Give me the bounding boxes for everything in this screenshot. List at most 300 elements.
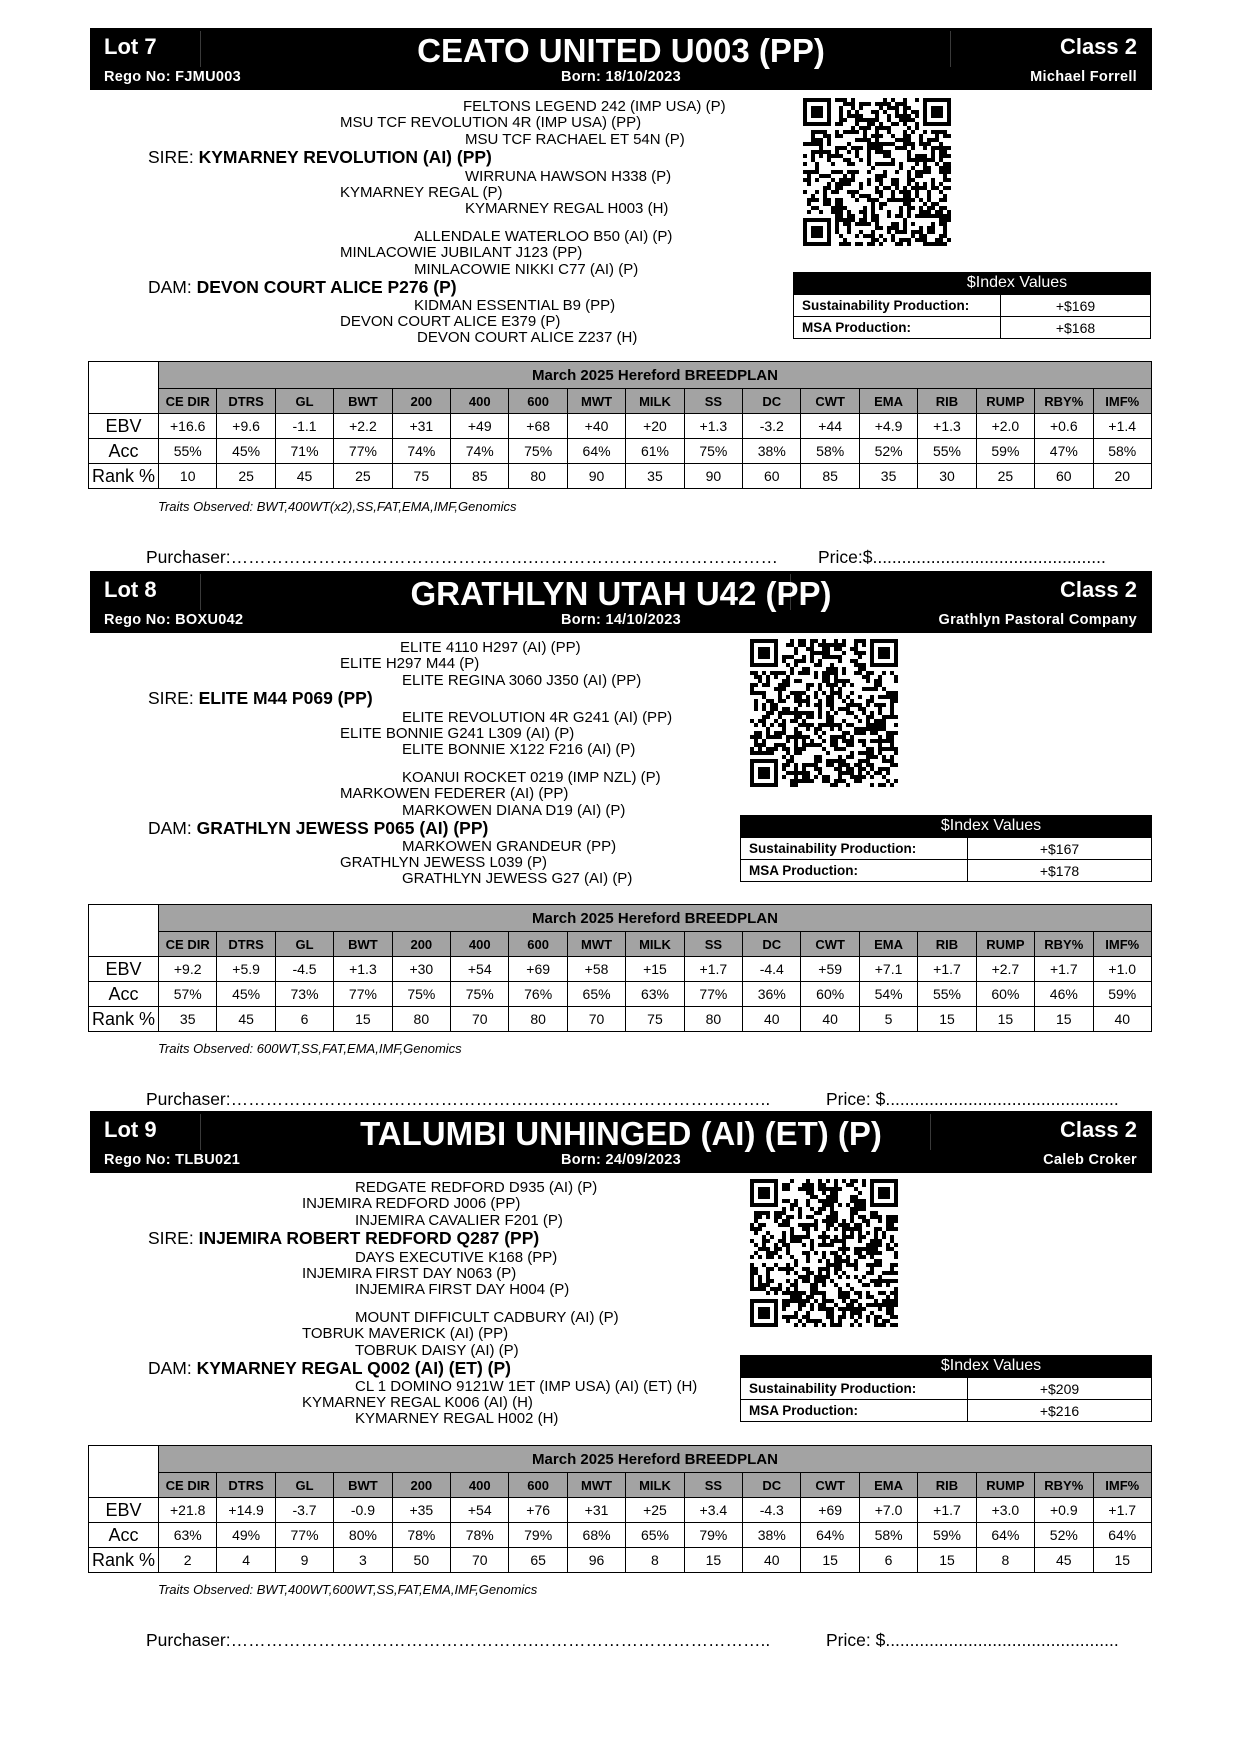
trait-header: EMA (859, 1473, 917, 1498)
acc-value: 58% (859, 1523, 917, 1548)
ebv-value: -0.9 (334, 1498, 392, 1523)
rank-value: 6 (275, 1007, 333, 1032)
lot-number: Lot 8 (104, 577, 157, 602)
trait-header: DTRS (217, 1473, 275, 1498)
breedplan-title: March 2025 Hereford BREEDPLAN (159, 1446, 1152, 1473)
trait-header: MWT (567, 932, 625, 957)
rank-value: 25 (334, 464, 392, 489)
acc-value: 52% (859, 439, 917, 464)
birth-date: Born: 24/09/2023 (560, 1152, 682, 1168)
pedigree-dam-dam-sire: CL 1 DOMINO 9121W 1ET (IMP USA) (AI) (ET) (H) (355, 1378, 698, 1395)
rank-value: 8 (626, 1548, 684, 1573)
ebv-value: +76 (509, 1498, 567, 1523)
class-label: Class 2 (1059, 577, 1137, 602)
rank-value: 40 (801, 1007, 859, 1032)
acc-row (89, 1523, 1152, 1548)
sustainability-label: Sustainability Production: (794, 295, 1001, 317)
trait-header: RIB (918, 389, 976, 414)
msa-label: MSA Production: (741, 860, 968, 882)
rank-value: 15 (918, 1548, 976, 1573)
acc-value: 45% (217, 439, 275, 464)
trait-header: MILK (626, 389, 684, 414)
pedigree-sire-sire: MSU TCF REVOLUTION 4R (IMP USA) (PP) (340, 114, 642, 131)
acc-value: 76% (509, 982, 567, 1007)
acc-value: 65% (567, 982, 625, 1007)
ebv-value: +44 (801, 414, 859, 439)
pedigree-dam: DAM: GRATHLYN JEWESS P065 (AI) (PP) (148, 818, 489, 838)
ebv-value: +2.2 (334, 414, 392, 439)
ebv-value: -4.3 (743, 1498, 801, 1523)
pedigree-sire-sire: ELITE H297 M44 (P) (340, 655, 480, 672)
pedigree-dam-sire-dam: MARKOWEN DIANA D19 (AI) (P) (402, 802, 626, 819)
sustainability-value: +$167 (968, 838, 1152, 860)
pedigree-sire-sire: INJEMIRA REDFORD J006 (PP) (302, 1195, 521, 1212)
rank-value: 15 (801, 1548, 859, 1573)
index-values-table (793, 272, 1151, 342)
lot-8-card (0, 571, 1241, 1111)
animal-name: CEATO UNITED U003 (PP) (417, 32, 825, 69)
pedigree-dam: DAM: KYMARNEY REGAL Q002 (AI) (ET) (P) (148, 1358, 512, 1378)
breedplan-title: March 2025 Hereford BREEDPLAN (159, 362, 1152, 389)
table-corner (89, 905, 159, 957)
row-label: EBV (89, 414, 159, 439)
pedigree-sire: SIRE: ELITE M44 P069 (PP) (148, 688, 373, 708)
trait-header: EMA (859, 389, 917, 414)
pedigree-sire-sire-dam: INJEMIRA CAVALIER F201 (P) (355, 1212, 563, 1229)
ebv-value: +1.7 (1093, 1498, 1152, 1523)
trait-header: BWT (334, 932, 392, 957)
qr-code[interactable] (750, 639, 898, 787)
acc-value: 63% (626, 982, 684, 1007)
traits-observed: Traits Observed: BWT,400WT,600WT,SS,FAT,EMA,IMF,Genomics (158, 1582, 538, 1597)
trait-header: IMF% (1093, 1473, 1152, 1498)
ebv-value: +0.9 (1035, 1498, 1093, 1523)
rank-value: 75 (392, 464, 450, 489)
pedigree-dam-dam-dam: KYMARNEY REGAL H002 (H) (355, 1410, 559, 1427)
acc-value: 80% (334, 1523, 392, 1548)
rank-value: 60 (1035, 464, 1093, 489)
rank-value: 75 (626, 1007, 684, 1032)
ebv-value: +5.9 (217, 957, 275, 982)
rank-value: 40 (1093, 1007, 1152, 1032)
lot-number: Lot 9 (104, 1117, 157, 1142)
acc-value: 68% (567, 1523, 625, 1548)
pedigree-dam-dam-sire: KIDMAN ESSENTIAL B9 (PP) (414, 297, 616, 314)
pedigree-sire-sire-sire: ELITE 4110 H297 (AI) (PP) (400, 639, 581, 656)
ebv-value: +1.0 (1093, 957, 1152, 982)
trait-header: 200 (392, 1473, 450, 1498)
acc-value: 78% (392, 1523, 450, 1548)
acc-value: 77% (684, 982, 742, 1007)
rank-value: 15 (334, 1007, 392, 1032)
ebv-value: +40 (567, 414, 625, 439)
rank-value: 15 (976, 1007, 1034, 1032)
ebv-value: +1.3 (684, 414, 742, 439)
acc-value: 60% (976, 982, 1034, 1007)
trait-header: MILK (626, 1473, 684, 1498)
acc-value: 73% (275, 982, 333, 1007)
pedigree-sire: SIRE: KYMARNEY REVOLUTION (AI) (PP) (148, 147, 492, 167)
animal-name: GRATHLYN UTAH U42 (PP) (410, 575, 832, 612)
acc-row (89, 439, 1152, 464)
pedigree-dam-sire: TOBRUK MAVERICK (AI) (PP) (302, 1325, 509, 1342)
rank-value: 30 (918, 464, 976, 489)
ebv-value: +14.9 (217, 1498, 275, 1523)
rank-value: 85 (451, 464, 509, 489)
acc-value: 64% (1093, 1523, 1152, 1548)
acc-value: 55% (159, 439, 217, 464)
acc-value: 64% (567, 439, 625, 464)
pedigree-dam-dam-dam: DEVON COURT ALICE Z237 (H) (417, 329, 638, 346)
sustainability-value: +$209 (968, 1378, 1152, 1400)
acc-value: 58% (801, 439, 859, 464)
ebv-value: +21.8 (159, 1498, 217, 1523)
lot-number: Lot 7 (104, 34, 157, 59)
traits-observed: Traits Observed: BWT,400WT(x2),SS,FAT,EMA,IMF,Genomics (158, 499, 517, 514)
ebv-value: -1.1 (275, 414, 333, 439)
trait-header: 200 (392, 389, 450, 414)
ebv-value: +25 (626, 1498, 684, 1523)
acc-value: 55% (918, 982, 976, 1007)
acc-value: 74% (451, 439, 509, 464)
rank-value: 35 (859, 464, 917, 489)
acc-value: 79% (684, 1523, 742, 1548)
table-corner (89, 362, 159, 414)
rank-value: 40 (743, 1548, 801, 1573)
ebv-value: -4.5 (275, 957, 333, 982)
trait-header: IMF% (1093, 932, 1152, 957)
trait-header: EMA (859, 932, 917, 957)
trait-header: DC (743, 932, 801, 957)
ebv-value: +31 (392, 414, 450, 439)
pedigree-dam-sire-dam: TOBRUK DAISY (AI) (P) (355, 1342, 519, 1359)
msa-label: MSA Production: (741, 1400, 968, 1422)
rank-value: 25 (217, 464, 275, 489)
row-label: Rank % (89, 1548, 159, 1573)
trait-header: DC (743, 1473, 801, 1498)
rank-value: 3 (334, 1548, 392, 1573)
acc-value: 75% (451, 982, 509, 1007)
rank-value: 45 (1035, 1548, 1093, 1573)
breeder-name: Grathlyn Pastoral Company (938, 612, 1137, 628)
lot-9-card (0, 1111, 1241, 1651)
lot-header-bar (90, 571, 1152, 633)
acc-value: 58% (1093, 439, 1152, 464)
sustainability-label: Sustainability Production: (741, 1378, 968, 1400)
pedigree-sire-dam-dam: ELITE BONNIE X122 F216 (AI) (P) (402, 741, 636, 758)
acc-value: 60% (801, 982, 859, 1007)
rank-value: 15 (1093, 1548, 1152, 1573)
trait-header: MWT (567, 1473, 625, 1498)
trait-header: RIB (918, 932, 976, 957)
trait-header: 600 (509, 932, 567, 957)
rank-value: 60 (743, 464, 801, 489)
trait-header: 600 (509, 1473, 567, 1498)
ebv-value: +2.0 (976, 414, 1034, 439)
pedigree-sire-sire-sire: FELTONS LEGEND 242 (IMP USA) (P) (463, 98, 726, 115)
row-label: Rank % (89, 1007, 159, 1032)
rank-value: 4 (217, 1548, 275, 1573)
birth-date: Born: 14/10/2023 (560, 612, 682, 628)
row-label: Acc (89, 982, 159, 1007)
rank-value: 15 (1035, 1007, 1093, 1032)
price-field[interactable]: Price:$................................................ (818, 547, 1106, 567)
trait-header: SS (684, 389, 742, 414)
ebv-value: +69 (509, 957, 567, 982)
breedplan-title: March 2025 Hereford BREEDPLAN (159, 905, 1152, 932)
ebv-value: +68 (509, 414, 567, 439)
acc-value: 52% (1035, 1523, 1093, 1548)
msa-value: +$168 (1001, 317, 1151, 339)
rego-number: Rego No: FJMU003 (104, 69, 241, 85)
rego-number: Rego No: TLBU021 (104, 1152, 241, 1168)
acc-value: 75% (509, 439, 567, 464)
acc-value: 36% (743, 982, 801, 1007)
acc-value: 77% (275, 1523, 333, 1548)
rank-value: 8 (976, 1548, 1034, 1573)
class-label: Class 2 (1059, 1117, 1137, 1142)
trait-header: DC (743, 389, 801, 414)
pedigree-dam-sire-sire: KOANUI ROCKET 0219 (IMP NZL) (P) (402, 769, 661, 786)
row-label: EBV (89, 957, 159, 982)
acc-value: 75% (392, 982, 450, 1007)
ebv-value: +31 (567, 1498, 625, 1523)
index-values-table (740, 1355, 1152, 1425)
pedigree-sire-dam-sire: DAYS EXECUTIVE K168 (PP) (355, 1249, 558, 1266)
trait-header: RUMP (976, 1473, 1034, 1498)
acc-value: 63% (159, 1523, 217, 1548)
ebv-value: +35 (392, 1498, 450, 1523)
purchaser-field[interactable]: Purchaser:…………………………………………….………………………………….. (146, 1630, 771, 1650)
ebv-value: +59 (801, 957, 859, 982)
trait-header: RUMP (976, 932, 1034, 957)
trait-header: 200 (392, 932, 450, 957)
ebv-value: +54 (451, 957, 509, 982)
traits-observed: Traits Observed: 600WT,SS,FAT,EMA,IMF,Genomics (158, 1041, 462, 1056)
ebv-value: +7.1 (859, 957, 917, 982)
trait-header: GL (275, 1473, 333, 1498)
trait-header: GL (275, 389, 333, 414)
trait-header: RUMP (976, 389, 1034, 414)
ebv-value: +1.3 (334, 957, 392, 982)
pedigree-dam-dam-sire: MARKOWEN GRANDEUR (PP) (402, 838, 617, 855)
pedigree-sire: SIRE: INJEMIRA ROBERT REDFORD Q287 (PP) (148, 1228, 540, 1248)
ebv-row (89, 957, 1152, 982)
rank-value: 80 (684, 1007, 742, 1032)
pedigree-sire-dam-sire: WIRRUNA HAWSON H338 (P) (465, 168, 672, 185)
pedigree-dam-dam: DEVON COURT ALICE E379 (P) (340, 313, 561, 330)
rank-value: 85 (801, 464, 859, 489)
rank-value: 6 (859, 1548, 917, 1573)
acc-value: 38% (743, 439, 801, 464)
pedigree-dam: DAM: DEVON COURT ALICE P276 (P) (148, 277, 457, 297)
ebv-value: +16.6 (159, 414, 217, 439)
rank-value: 96 (567, 1548, 625, 1573)
rank-value: 80 (392, 1007, 450, 1032)
ebv-value: +1.3 (918, 414, 976, 439)
acc-value: 45% (217, 982, 275, 1007)
trait-header: 400 (451, 1473, 509, 1498)
acc-value: 64% (801, 1523, 859, 1548)
rank-value: 90 (684, 464, 742, 489)
msa-value: +$178 (968, 860, 1152, 882)
breeder-name: Caleb Croker (1043, 1152, 1137, 1168)
trait-header: IMF% (1093, 389, 1152, 414)
rank-value: 25 (976, 464, 1034, 489)
ebv-value: +1.7 (684, 957, 742, 982)
row-label: Acc (89, 1523, 159, 1548)
pedigree-sire-dam: ELITE BONNIE G241 L309 (AI) (P) (340, 725, 575, 742)
trait-header: 600 (509, 389, 567, 414)
acc-value: 71% (275, 439, 333, 464)
ebv-value: +4.9 (859, 414, 917, 439)
pedigree-sire-dam-sire: ELITE REVOLUTION 4R G241 (AI) (PP) (402, 709, 673, 726)
trait-header: CE DIR (159, 932, 217, 957)
ebv-value: +1.7 (918, 957, 976, 982)
ebv-value: +9.2 (159, 957, 217, 982)
trait-header: BWT (334, 389, 392, 414)
acc-value: 54% (859, 982, 917, 1007)
acc-value: 75% (684, 439, 742, 464)
sustainability-label: Sustainability Production: (741, 838, 968, 860)
purchaser-field[interactable]: Purchaser:…………………………………………….………………………………….. (146, 1089, 771, 1109)
ebv-value: +9.6 (217, 414, 275, 439)
rank-row (89, 1007, 1152, 1032)
trait-header: 400 (451, 932, 509, 957)
acc-value: 77% (334, 439, 392, 464)
trait-header: CE DIR (159, 1473, 217, 1498)
acc-value: 61% (626, 439, 684, 464)
rank-value: 40 (743, 1007, 801, 1032)
trait-header: CWT (801, 389, 859, 414)
acc-row (89, 982, 1152, 1007)
trait-header: CWT (801, 932, 859, 957)
pedigree-sire-dam: KYMARNEY REGAL (P) (340, 184, 503, 201)
trait-header: CWT (801, 1473, 859, 1498)
msa-value: +$216 (968, 1400, 1152, 1422)
trait-header: RBY% (1035, 1473, 1093, 1498)
purchaser-field[interactable]: Purchaser:…………………………………………….…………………………………… (146, 547, 778, 567)
rank-value: 80 (509, 464, 567, 489)
acc-value: 38% (743, 1523, 801, 1548)
trait-header: DTRS (217, 389, 275, 414)
index-values-title: $Index Values (966, 274, 1068, 291)
rank-value: 90 (567, 464, 625, 489)
rank-value: 15 (684, 1548, 742, 1573)
ebv-value: +58 (567, 957, 625, 982)
ebv-value: +49 (451, 414, 509, 439)
acc-value: 79% (509, 1523, 567, 1548)
acc-value: 64% (976, 1523, 1034, 1548)
rego-number: Rego No: BOXU042 (104, 612, 244, 628)
qr-code[interactable] (750, 1179, 898, 1327)
rank-value: 15 (918, 1007, 976, 1032)
rank-value: 65 (509, 1548, 567, 1573)
rank-value: 50 (392, 1548, 450, 1573)
rank-value: 5 (859, 1007, 917, 1032)
sustainability-value: +$169 (1001, 295, 1151, 317)
rank-row (89, 464, 1152, 489)
ebv-row (89, 414, 1152, 439)
ebv-value: +2.7 (976, 957, 1034, 982)
acc-value: 57% (159, 982, 217, 1007)
trait-header: CE DIR (159, 389, 217, 414)
acc-value: 65% (626, 1523, 684, 1548)
breeder-name: Michael Forrell (1030, 69, 1137, 85)
index-values-title: $Index Values (940, 1357, 1042, 1374)
index-values-table (740, 815, 1152, 885)
trait-header: RBY% (1035, 932, 1093, 957)
pedigree-dam-dam: GRATHLYN JEWESS L039 (P) (340, 854, 547, 871)
pedigree-dam-sire-sire: ALLENDALE WATERLOO B50 (AI) (P) (414, 228, 673, 245)
trait-header: BWT (334, 1473, 392, 1498)
row-label: Rank % (89, 464, 159, 489)
trait-header: DTRS (217, 932, 275, 957)
rank-value: 35 (159, 1007, 217, 1032)
acc-value: 77% (334, 982, 392, 1007)
pedigree-dam-dam-dam: GRATHLYN JEWESS G27 (AI) (P) (402, 870, 633, 887)
acc-value: 55% (918, 439, 976, 464)
rank-value: 10 (159, 464, 217, 489)
pedigree-sire-dam: INJEMIRA FIRST DAY N063 (P) (302, 1265, 517, 1282)
trait-header: RIB (918, 1473, 976, 1498)
acc-value: 78% (451, 1523, 509, 1548)
animal-name: TALUMBI UNHINGED (AI) (ET) (P) (360, 1115, 882, 1152)
ebv-value: +15 (626, 957, 684, 982)
breedplan-table (88, 1445, 1152, 1573)
breedplan-table (88, 361, 1152, 489)
rank-value: 2 (159, 1548, 217, 1573)
acc-value: 59% (918, 1523, 976, 1548)
acc-value: 49% (217, 1523, 275, 1548)
pedigree-dam-sire: MARKOWEN FEDERER (AI) (PP) (340, 785, 569, 802)
rank-value: 9 (275, 1548, 333, 1573)
qr-code[interactable] (803, 98, 951, 246)
class-label: Class 2 (1059, 34, 1137, 59)
pedigree-dam-sire: MINLACOWIE JUBILANT J123 (PP) (340, 244, 583, 261)
trait-header: MILK (626, 932, 684, 957)
pedigree-dam-sire-dam: MINLACOWIE NIKKI C77 (AI) (P) (414, 261, 639, 278)
row-label: EBV (89, 1498, 159, 1523)
ebv-value: -3.2 (743, 414, 801, 439)
breedplan-table (88, 904, 1152, 1032)
trait-header: MWT (567, 389, 625, 414)
price-field[interactable]: Price: $................................................ (826, 1630, 1119, 1650)
rank-row (89, 1548, 1152, 1573)
pedigree-sire-sire-sire: REDGATE REDFORD D935 (AI) (P) (355, 1179, 598, 1196)
msa-label: MSA Production: (794, 317, 1001, 339)
trait-header: SS (684, 932, 742, 957)
ebv-value: +69 (801, 1498, 859, 1523)
pedigree-dam-dam: KYMARNEY REGAL K006 (AI) (H) (302, 1394, 533, 1411)
price-field[interactable]: Price: $................................................ (826, 1089, 1119, 1109)
ebv-value: +0.6 (1035, 414, 1093, 439)
acc-value: 46% (1035, 982, 1093, 1007)
rank-value: 70 (567, 1007, 625, 1032)
rank-value: 20 (1093, 464, 1152, 489)
table-corner (89, 1446, 159, 1498)
acc-value: 74% (392, 439, 450, 464)
lot-header-bar (90, 1111, 1152, 1173)
lot-header-bar (90, 28, 1152, 90)
trait-header: RBY% (1035, 389, 1093, 414)
ebv-value: +54 (451, 1498, 509, 1523)
lot-7-card (0, 28, 1241, 568)
pedigree-sire-sire-dam: MSU TCF RACHAEL ET 54N (P) (465, 131, 685, 148)
rank-value: 45 (275, 464, 333, 489)
ebv-value: -3.7 (275, 1498, 333, 1523)
rank-value: 70 (451, 1007, 509, 1032)
